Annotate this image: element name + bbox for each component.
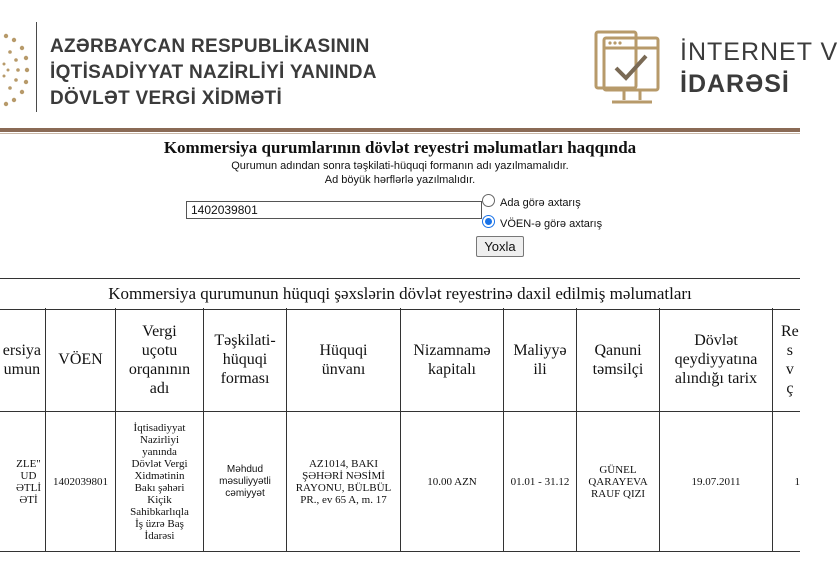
org-line-2: İQTİSADİYYAT NAZİRLİYİ YANINDA	[50, 62, 377, 83]
cell-capital: 10.00 AZN	[427, 475, 477, 488]
check-button[interactable]: Yoxla	[476, 236, 524, 257]
cell-representative: GÜNEL QARAYEVA RAUF QIZI	[588, 463, 648, 500]
column-header-truncated: Re s v ç	[781, 322, 799, 397]
results-table-title: Kommersiya qurumunun hüquqi şəxslərin dövlət reyestrinə daxil edilmiş məlumatları	[0, 278, 800, 310]
cell-fiscal-year: 01.01 - 31.12	[510, 475, 570, 488]
cell-voen: 1402039801	[53, 475, 108, 488]
cell-legal-form: Məhdud məsuliyyətli cəmiyyət	[219, 463, 271, 499]
column-header-fiscal-year: Maliyyə ili	[513, 341, 567, 378]
column-header-tax-office: Vergi uçotu orqanının adı	[128, 322, 191, 397]
cell-tax-office: İqtisadiyyat Nazirliyi yanında Dövlət Vergi Xidmətinin Bakı şəhəri Kiçik Sahibkarlıqla İş üzrə Baş İdarəsi	[130, 421, 189, 542]
org-line-1: AZƏRBAYCAN RESPUBLİKASININ	[50, 36, 370, 57]
header-rule-thin	[0, 133, 800, 134]
column-header-name: ersiya umun	[2, 341, 41, 378]
search-input[interactable]	[186, 201, 482, 219]
column-header-address: Hüquqi ünvanı	[319, 341, 368, 378]
monitor-checkmark-icon	[590, 24, 662, 108]
column-header-representative: Qanuni təmsilçi	[592, 341, 644, 378]
site-header	[0, 0, 838, 128]
search-by-voen-radio[interactable]	[482, 215, 495, 228]
search-by-name-label[interactable]: Ada görə axtarış	[500, 197, 581, 209]
column-header-capital: Nizamnamə kapitalı	[413, 341, 491, 378]
header-divider	[36, 22, 37, 112]
ornament-logo-icon	[0, 28, 32, 112]
search-by-voen-label[interactable]: VÖEN-ə görə axtarış	[500, 218, 603, 230]
form-note-2: Ad böyük hərflərlə yazılmalıdır.	[324, 174, 476, 186]
column-header-voen: VÖEN	[58, 351, 103, 368]
cell-registration-date: 19.07.2011	[691, 475, 741, 488]
organization-name	[50, 34, 410, 112]
ia-line-1: İNTERNET V	[680, 38, 838, 66]
cell-name: ZLE" UD ƏTLİ ƏTİ	[15, 457, 41, 506]
form-note-1: Qurumun adından sonra təşkilati-hüquqi formanın adı yazılmamalıdır.	[231, 160, 569, 172]
table-bottom-border	[0, 551, 800, 552]
column-header-registration-date: Dövlət qeydiyyatına alındığı tarix	[674, 332, 758, 387]
results-table	[0, 308, 800, 552]
cell-address: AZ1014, BAKI ŞƏHƏRİ NƏSİMİ RAYONU, BÜLBÜL PR., ev 65 A, m. 17	[295, 457, 392, 506]
search-by-name-radio[interactable]	[482, 194, 495, 207]
header-rule	[0, 128, 800, 132]
cell-truncated: 1	[794, 475, 800, 488]
column-header-legal-form: Təşkilati- hüquqi forması	[214, 332, 276, 387]
ia-line-2: İDARƏSİ	[680, 70, 790, 98]
org-line-3: DÖVLƏT VERGİ XİDMƏTİ	[50, 88, 283, 109]
form-title: Kommersiya qurumlarının dövlət reyestri məlumatları haqqında	[163, 138, 637, 157]
internet-office-title	[680, 36, 838, 100]
